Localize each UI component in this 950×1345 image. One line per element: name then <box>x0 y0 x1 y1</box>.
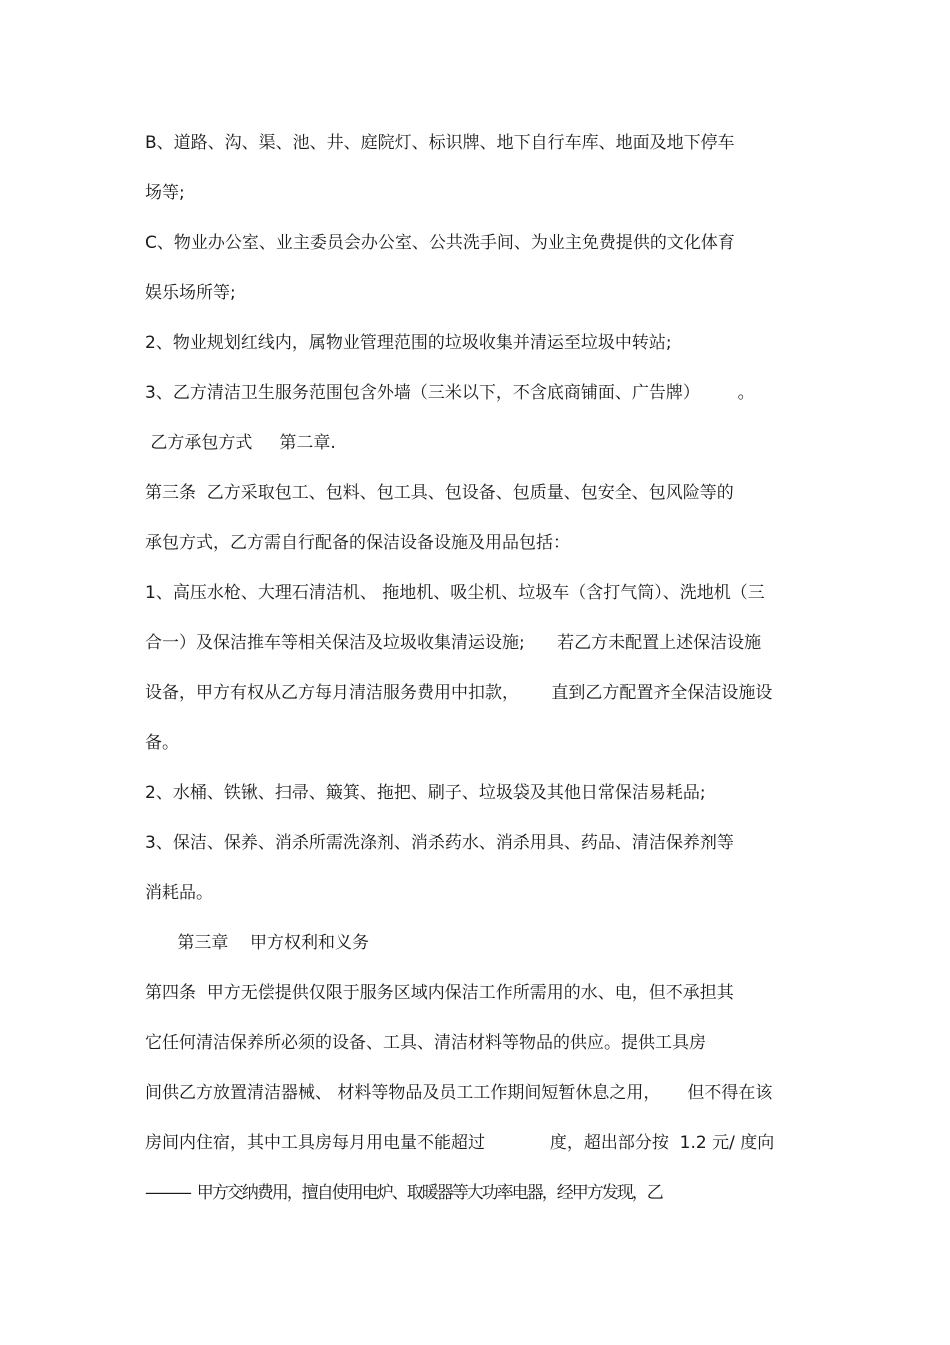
text-line: 娱乐场所等; <box>145 283 236 303</box>
text-line: 3、乙方清洁卫生服务范围包含外墙（三米以下，不含底商铺面、广告牌） 。 <box>145 383 755 403</box>
text-line: 1、高压水枪、大理石清洁机、 拖地机、吸尘机、垃圾车（含打气筒）、洗地机（三 <box>145 583 765 603</box>
text-line: B、道路、沟、渠、池、井、庭院灯、标识牌、地下自行车库、地面及地下停车 <box>145 133 735 153</box>
text-line: 消耗品。 <box>145 883 213 903</box>
text-line: C、物业办公室、业主委员会办公室、公共洗手间、为业主免费提供的文化体育 <box>145 233 735 253</box>
text-line: 3、保洁、保养、消杀所需洗涤剂、消杀药水、消杀用具、药品、清洁保养剂等 <box>145 833 734 853</box>
text-line: ——— 甲方交纳费用，擅自使用电炉、取暖器等大功率电器，经甲方发现，乙 <box>145 1183 662 1203</box>
text-line: 房间内住宿，其中工具房每月用电量不能超过 度，超出部分按 1.2 元/ 度向 <box>145 1133 775 1153</box>
text-line: 备。 <box>145 733 179 753</box>
text-line: 承包方式，乙方需自行配备的保洁设备设施及用品包括： <box>145 533 570 553</box>
text-line: 第四条 甲方无偿提供仅限于服务区域内保洁工作所需用的水、电，但不承担其 <box>145 983 734 1003</box>
text-line: 设备，甲方有权从乙方每月清洁服务费用中扣款， 直到乙方配置齐全保洁设施设 <box>145 683 773 703</box>
text-line: 第三条 乙方采取包工、包料、包工具、包设备、包质量、包安全、包风险等的 <box>145 483 734 503</box>
chapter-heading: 第三章 甲方权利和义务 <box>145 933 370 953</box>
text-line: 合一）及保洁推车等相关保洁及垃圾收集清运设施; 若乙方未配置上述保洁设施 <box>145 633 762 653</box>
section-heading: 乙方承包方式 第二章. <box>145 433 336 453</box>
text-line: 间供乙方放置清洁器械、 材料等物品及员工工作期间短暂休息之用， 但不得在该 <box>145 1083 773 1103</box>
text-line: 2、物业规划红线内，属物业管理范围的垃圾收集并清运至垃圾中转站; <box>145 333 672 353</box>
text-line: 2、水桶、铁锹、扫帚、簸箕、拖把、刷子、垃圾袋及其他日常保洁易耗品; <box>145 783 706 803</box>
text-line: 场等; <box>145 183 185 203</box>
text-line: 它任何清洁保养所必须的设备、工具、清洁材料等物品的供应。提供工具房 <box>145 1033 706 1053</box>
